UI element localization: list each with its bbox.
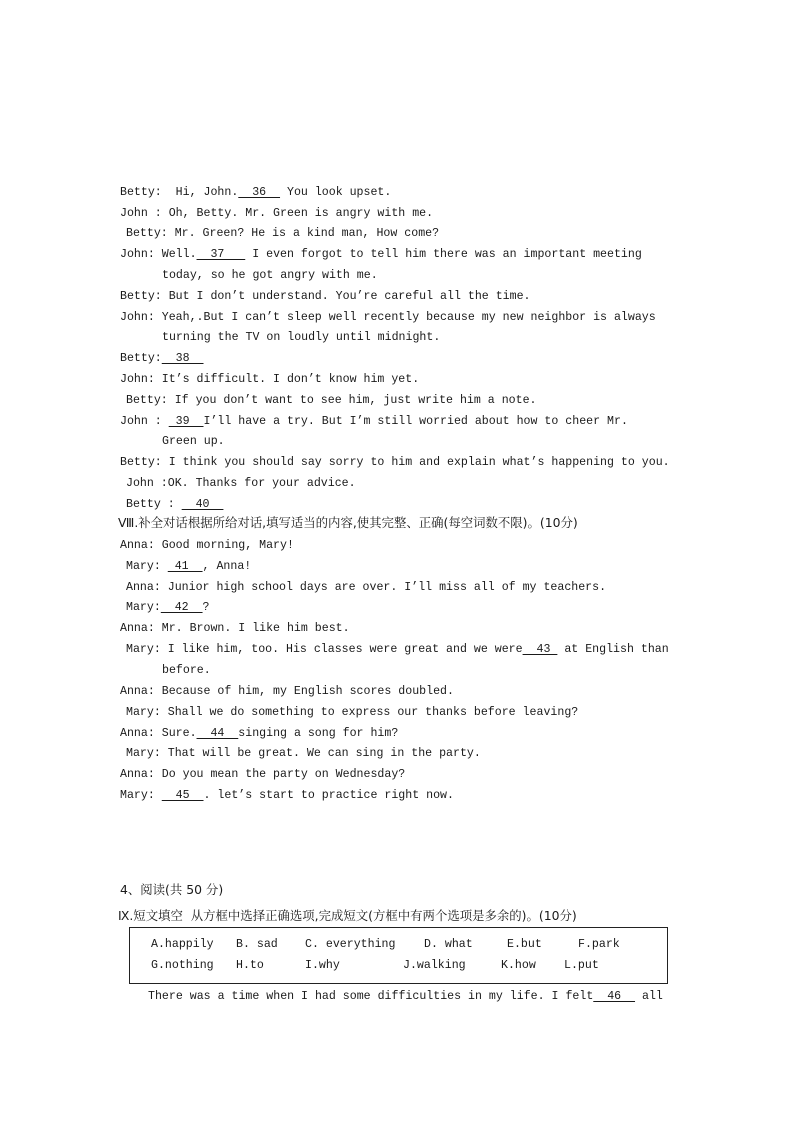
- dialogue-line: today, so he got angry with me.: [162, 269, 378, 282]
- dialogue-text: at English than: [557, 643, 669, 656]
- dialogue-line: [126, 560, 251, 574]
- dialogue-line: [120, 727, 398, 741]
- dialogue-line: Anna: Mr. Brown. I like him best.: [120, 622, 350, 635]
- option-item: I.why: [305, 959, 340, 972]
- dialogue-line: [120, 352, 204, 366]
- option-item: H.to: [236, 959, 264, 972]
- dialogue-text: . let’s start to practice right now.: [203, 789, 454, 802]
- answer-blank-46[interactable]: 46: [593, 990, 636, 1003]
- dialogue-line: Mary: Shall we do something to express our thanks before leaving?: [126, 706, 579, 719]
- dialogue-line: Anna: Because of him, my English scores doubled.: [120, 685, 454, 698]
- option-item: D. what: [424, 938, 473, 951]
- dialogue-text: I’ll have a try. But I’m still worried about how to cheer Mr.: [203, 415, 628, 428]
- dialogue-line: John: It’s difficult. I don’t know him yet.: [120, 373, 420, 386]
- dialogue-text: John :: [120, 415, 169, 428]
- dialogue-text: Mary: I like him, too. His classes were great and we were: [126, 643, 523, 656]
- dialogue-line: [126, 498, 223, 512]
- option-item: B. sad: [236, 938, 278, 951]
- dialogue-text: I even forgot to tell him there was an important meeting: [245, 248, 642, 261]
- option-item: E.but: [507, 938, 542, 951]
- option-item: G.nothing: [151, 959, 214, 972]
- dialogue-line: [126, 601, 210, 615]
- passage-text: There was a time when I had some difficulties in my life. I felt: [148, 990, 594, 1003]
- dialogue-line: Mary: That will be great. We can sing in the party.: [126, 747, 481, 760]
- answer-blank-44[interactable]: 44: [196, 727, 239, 740]
- dialogue-text: John: Well.: [120, 248, 197, 261]
- dialogue-text: singing a song for him?: [238, 727, 399, 740]
- dialogue-text: Anna: Sure.: [120, 727, 197, 740]
- answer-blank-41[interactable]: 41: [167, 560, 203, 573]
- dialogue-line: before.: [162, 664, 211, 677]
- dialogue-line: [120, 186, 391, 200]
- dialogue-line: Betty: Mr. Green? He is a kind man, How come?: [126, 227, 440, 240]
- passage-line: [148, 990, 663, 1004]
- dialogue-line: Anna: Junior high school days are over. I’ll miss all of my teachers.: [126, 581, 607, 594]
- dialogue-line: Betty: I think you should say sorry to him and explain what’s happening to you.: [120, 456, 670, 469]
- dialogue-line: [120, 415, 628, 429]
- dialogue-line: [120, 789, 454, 803]
- dialogue-line: turning the TV on loudly until midnight.: [162, 331, 441, 344]
- answer-blank-45[interactable]: 45: [161, 789, 204, 802]
- answer-blank-43[interactable]: 43: [522, 643, 558, 656]
- answer-blank-38[interactable]: 38: [161, 352, 204, 365]
- option-item: A.happily: [151, 938, 214, 951]
- dialogue-line: Green up.: [162, 435, 225, 448]
- dialogue-text: , Anna!: [202, 560, 252, 573]
- passage-text: all: [635, 990, 663, 1003]
- option-item: F.park: [578, 938, 620, 951]
- section-heading: 4、阅读(共 50 分): [120, 882, 224, 897]
- dialogue-line: [120, 248, 642, 262]
- option-item: L.put: [564, 959, 599, 972]
- dialogue-line: Anna: Do you mean the party on Wednesday?: [120, 768, 406, 781]
- option-item: C. everything: [305, 938, 396, 951]
- dialogue-line: John : Oh, Betty. Mr. Green is angry with me.: [120, 207, 434, 220]
- dialogue-line: Betty: If you don’t want to see him, just write him a note.: [126, 394, 537, 407]
- option-item: J.walking: [403, 959, 466, 972]
- dialogue-text: Betty :: [126, 498, 182, 511]
- section-heading: Ⅷ.补全对话根据所给对话,填写适当的内容,使其完整、正确(每空词数不限)。(10分): [118, 515, 578, 530]
- dialogue-text: Mary:: [126, 560, 168, 573]
- answer-blank-36[interactable]: 36: [238, 186, 281, 199]
- dialogue-line: John :OK. Thanks for your advice.: [126, 477, 356, 490]
- dialogue-line: [126, 643, 669, 657]
- dialogue-text: Mary:: [126, 601, 161, 614]
- option-item: K.how: [501, 959, 536, 972]
- dialogue-text: Betty: Hi, John.: [120, 186, 239, 199]
- answer-blank-40[interactable]: 40: [181, 498, 224, 511]
- dialogue-line: John: Yeah,.But I can’t sleep well recently because my new neighbor is always: [120, 311, 656, 324]
- answer-blank-37[interactable]: 37: [196, 248, 246, 261]
- dialogue-line: Anna: Good morning, Mary!: [120, 539, 294, 552]
- dialogue-text: Betty:: [120, 352, 162, 365]
- options-box: [129, 927, 668, 984]
- answer-blank-39[interactable]: 39: [168, 415, 204, 428]
- section-heading: Ⅸ.短文填空 从方框中选择正确选项,完成短文(方框中有两个选项是多余的)。(10分): [118, 908, 577, 923]
- dialogue-text: ?: [202, 601, 210, 614]
- dialogue-text: Mary:: [120, 789, 162, 802]
- answer-blank-42[interactable]: 42: [160, 601, 203, 614]
- dialogue-line: Betty: But I don’t understand. You’re careful all the time.: [120, 290, 531, 303]
- dialogue-text: You look upset.: [280, 186, 392, 199]
